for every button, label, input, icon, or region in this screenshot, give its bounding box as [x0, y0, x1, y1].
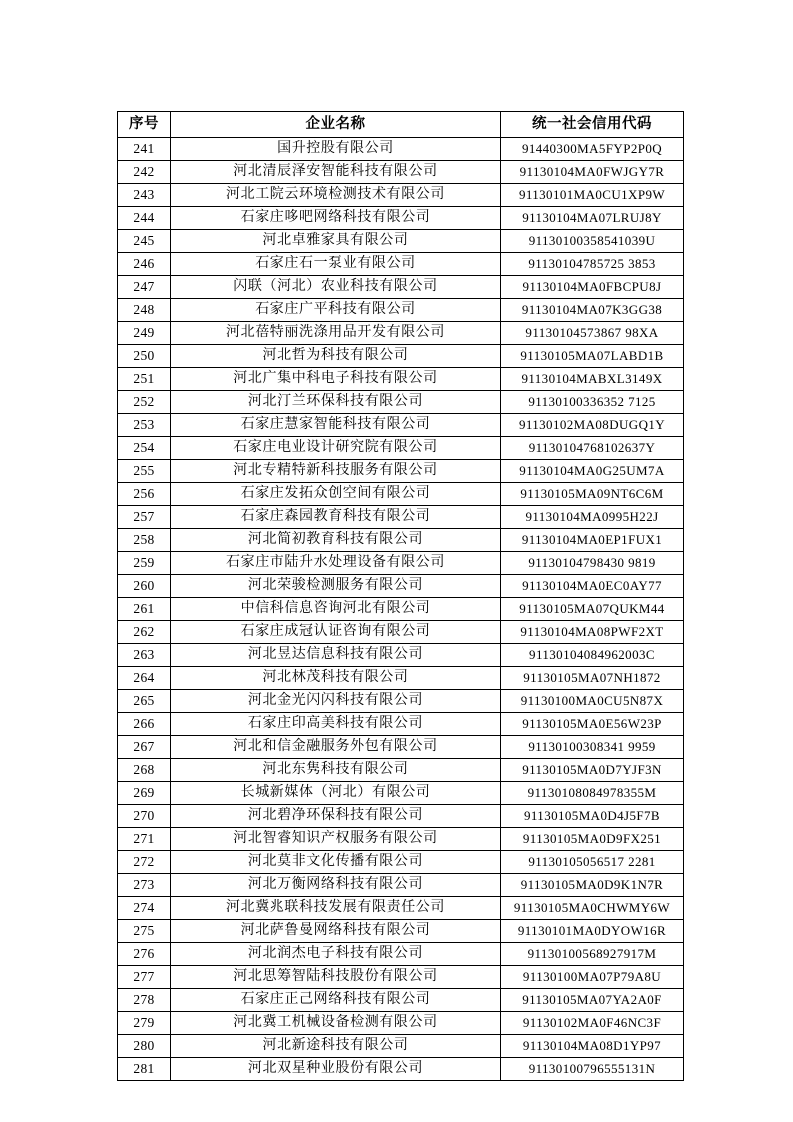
cell-sequence: 249	[118, 322, 171, 345]
cell-unified-social-credit-code: 91130105MA0D9K1N7R	[501, 874, 684, 897]
cell-company-name: 河北工院云环境检测技术有限公司	[171, 184, 501, 207]
cell-unified-social-credit-code: 91130100796555131N	[501, 1058, 684, 1081]
table-row	[118, 1012, 684, 1035]
cell-unified-social-credit-code: 91130104MA0EC0AY77	[501, 575, 684, 598]
table-row	[118, 575, 684, 598]
cell-company-name: 河北哲为科技有限公司	[171, 345, 501, 368]
cell-sequence: 280	[118, 1035, 171, 1058]
cell-unified-social-credit-code: 91130105MA09NT6C6M	[501, 483, 684, 506]
cell-company-name: 石家庄广平科技有限公司	[171, 299, 501, 322]
cell-sequence: 273	[118, 874, 171, 897]
cell-company-name: 石家庄电业设计研究院有限公司	[171, 437, 501, 460]
cell-unified-social-credit-code: 91130104798430 9819	[501, 552, 684, 575]
cell-company-name: 河北智睿知识产权服务有限公司	[171, 828, 501, 851]
cell-company-name: 石家庄慧家智能科技有限公司	[171, 414, 501, 437]
table-row	[118, 483, 684, 506]
cell-unified-social-credit-code: 91130105MA0E56W23P	[501, 713, 684, 736]
table-row	[118, 207, 684, 230]
column-header-sequence: 序号	[118, 112, 171, 138]
table-row	[118, 391, 684, 414]
cell-unified-social-credit-code: 91130104768102637Y	[501, 437, 684, 460]
table-body	[118, 138, 684, 1081]
cell-unified-social-credit-code: 91130101MA0DYOW16R	[501, 920, 684, 943]
cell-company-name: 石家庄发拓众创空间有限公司	[171, 483, 501, 506]
cell-company-name: 河北冀兆联科技发展有限责任公司	[171, 897, 501, 920]
table-header	[118, 112, 684, 138]
cell-unified-social-credit-code: 91130104084962003C	[501, 644, 684, 667]
cell-unified-social-credit-code: 91130104MA0EP1FUX1	[501, 529, 684, 552]
table-row	[118, 782, 684, 805]
table-row	[118, 943, 684, 966]
cell-unified-social-credit-code: 91130101MA0CU1XP9W	[501, 184, 684, 207]
cell-unified-social-credit-code: 91130105MA07YA2A0F	[501, 989, 684, 1012]
cell-sequence: 246	[118, 253, 171, 276]
cell-sequence: 262	[118, 621, 171, 644]
cell-unified-social-credit-code: 91130105MA0CHWMY6W	[501, 897, 684, 920]
cell-sequence: 242	[118, 161, 171, 184]
cell-unified-social-credit-code: 91440300MA5FYP2P0Q	[501, 138, 684, 161]
cell-sequence: 251	[118, 368, 171, 391]
cell-sequence: 271	[118, 828, 171, 851]
cell-unified-social-credit-code: 91130100308341 9959	[501, 736, 684, 759]
cell-company-name: 河北润杰电子科技有限公司	[171, 943, 501, 966]
cell-company-name: 河北清辰泽安智能科技有限公司	[171, 161, 501, 184]
cell-unified-social-credit-code: 91130100568927917M	[501, 943, 684, 966]
cell-company-name: 河北蓓特丽洗涤用品开发有限公司	[171, 322, 501, 345]
table-row	[118, 552, 684, 575]
table-row	[118, 506, 684, 529]
cell-sequence: 250	[118, 345, 171, 368]
column-header-company-name: 企业名称	[171, 112, 501, 138]
cell-unified-social-credit-code: 91130104MA0FWJGY7R	[501, 161, 684, 184]
cell-unified-social-credit-code: 91130105MA07LABD1B	[501, 345, 684, 368]
cell-company-name: 长城新媒体（河北）有限公司	[171, 782, 501, 805]
table-row	[118, 621, 684, 644]
cell-unified-social-credit-code: 91130104MABXL3149X	[501, 368, 684, 391]
table-row	[118, 920, 684, 943]
cell-unified-social-credit-code: 91130104MA0FBCPU8J	[501, 276, 684, 299]
cell-company-name: 河北碧净环保科技有限公司	[171, 805, 501, 828]
cell-sequence: 259	[118, 552, 171, 575]
cell-unified-social-credit-code: 91130108084978355M	[501, 782, 684, 805]
cell-sequence: 267	[118, 736, 171, 759]
cell-sequence: 265	[118, 690, 171, 713]
cell-unified-social-credit-code: 91130102MA0F46NC3F	[501, 1012, 684, 1035]
cell-unified-social-credit-code: 91130105056517 2281	[501, 851, 684, 874]
cell-sequence: 255	[118, 460, 171, 483]
cell-sequence: 279	[118, 1012, 171, 1035]
column-header-unified-social-credit-code: 统一社会信用代码	[501, 112, 684, 138]
cell-company-name: 石家庄市陆升水处理设备有限公司	[171, 552, 501, 575]
cell-unified-social-credit-code: 91130102MA08DUGQ1Y	[501, 414, 684, 437]
cell-sequence: 276	[118, 943, 171, 966]
cell-sequence: 263	[118, 644, 171, 667]
cell-company-name: 国升控股有限公司	[171, 138, 501, 161]
cell-sequence: 243	[118, 184, 171, 207]
cell-company-name: 河北思筹智陆科技股份有限公司	[171, 966, 501, 989]
cell-sequence: 247	[118, 276, 171, 299]
table-row	[118, 184, 684, 207]
cell-sequence: 258	[118, 529, 171, 552]
table-row	[118, 1058, 684, 1081]
cell-sequence: 248	[118, 299, 171, 322]
cell-unified-social-credit-code: 91130104MA08PWF2XT	[501, 621, 684, 644]
company-registry-table-container	[117, 111, 683, 1081]
table-row	[118, 713, 684, 736]
cell-sequence: 254	[118, 437, 171, 460]
cell-company-name: 闪联（河北）农业科技有限公司	[171, 276, 501, 299]
cell-unified-social-credit-code: 91130104785725 3853	[501, 253, 684, 276]
cell-company-name: 石家庄正己网络科技有限公司	[171, 989, 501, 1012]
cell-unified-social-credit-code: 91130100336352 7125	[501, 391, 684, 414]
cell-company-name: 河北冀工机械设备检测有限公司	[171, 1012, 501, 1035]
cell-sequence: 261	[118, 598, 171, 621]
cell-sequence: 272	[118, 851, 171, 874]
table-row	[118, 874, 684, 897]
table-row	[118, 1035, 684, 1058]
cell-company-name: 河北昱达信息科技有限公司	[171, 644, 501, 667]
table-row	[118, 529, 684, 552]
cell-unified-social-credit-code: 91130104MA08D1YP97	[501, 1035, 684, 1058]
table-row	[118, 161, 684, 184]
table-row	[118, 759, 684, 782]
cell-unified-social-credit-code: 91130104MA07LRUJ8Y	[501, 207, 684, 230]
cell-sequence: 253	[118, 414, 171, 437]
cell-sequence: 270	[118, 805, 171, 828]
cell-sequence: 268	[118, 759, 171, 782]
company-registry-table	[117, 111, 684, 1081]
table-row	[118, 805, 684, 828]
cell-company-name: 石家庄森园教育科技有限公司	[171, 506, 501, 529]
cell-company-name: 河北东隽科技有限公司	[171, 759, 501, 782]
cell-company-name: 河北林茂科技有限公司	[171, 667, 501, 690]
table-row	[118, 138, 684, 161]
cell-unified-social-credit-code: 91130104MA0G25UM7A	[501, 460, 684, 483]
cell-sequence: 269	[118, 782, 171, 805]
cell-unified-social-credit-code: 91130104MA0995H22J	[501, 506, 684, 529]
cell-company-name: 河北莫非文化传播有限公司	[171, 851, 501, 874]
table-row	[118, 460, 684, 483]
table-row	[118, 966, 684, 989]
table-row	[118, 667, 684, 690]
cell-unified-social-credit-code: 91130100MA07P79A8U	[501, 966, 684, 989]
table-row	[118, 299, 684, 322]
table-header-row	[118, 112, 684, 138]
cell-sequence: 281	[118, 1058, 171, 1081]
table-row	[118, 414, 684, 437]
cell-company-name: 河北广集中科电子科技有限公司	[171, 368, 501, 391]
table-row	[118, 437, 684, 460]
cell-unified-social-credit-code: 91130105MA07QUKM44	[501, 598, 684, 621]
cell-sequence: 252	[118, 391, 171, 414]
table-row	[118, 690, 684, 713]
cell-company-name: 河北简初教育科技有限公司	[171, 529, 501, 552]
cell-unified-social-credit-code: 91130105MA0D7YJF3N	[501, 759, 684, 782]
cell-company-name: 中信科信息咨询河北有限公司	[171, 598, 501, 621]
cell-sequence: 277	[118, 966, 171, 989]
cell-sequence: 266	[118, 713, 171, 736]
cell-sequence: 274	[118, 897, 171, 920]
cell-unified-social-credit-code: 91130105MA0D4J5F7B	[501, 805, 684, 828]
cell-unified-social-credit-code: 91130104MA07K3GG38	[501, 299, 684, 322]
cell-sequence: 257	[118, 506, 171, 529]
table-row	[118, 897, 684, 920]
cell-company-name: 河北汀兰环保科技有限公司	[171, 391, 501, 414]
cell-unified-social-credit-code: 91130104573867 98XA	[501, 322, 684, 345]
cell-company-name: 石家庄印高美科技有限公司	[171, 713, 501, 736]
cell-company-name: 河北专精特新科技服务有限公司	[171, 460, 501, 483]
cell-unified-social-credit-code: 91130105MA07NH1872	[501, 667, 684, 690]
cell-company-name: 河北卓雅家具有限公司	[171, 230, 501, 253]
cell-sequence: 264	[118, 667, 171, 690]
cell-company-name: 河北新途科技有限公司	[171, 1035, 501, 1058]
table-row	[118, 644, 684, 667]
table-row	[118, 368, 684, 391]
cell-sequence: 275	[118, 920, 171, 943]
table-row	[118, 276, 684, 299]
cell-unified-social-credit-code: 91130100358541039U	[501, 230, 684, 253]
table-row	[118, 345, 684, 368]
cell-sequence: 260	[118, 575, 171, 598]
cell-company-name: 河北双星种业股份有限公司	[171, 1058, 501, 1081]
cell-sequence: 244	[118, 207, 171, 230]
table-row	[118, 736, 684, 759]
cell-company-name: 河北金光闪闪科技有限公司	[171, 690, 501, 713]
table-row	[118, 851, 684, 874]
cell-sequence: 256	[118, 483, 171, 506]
table-row	[118, 230, 684, 253]
cell-company-name: 石家庄成冠认证咨询有限公司	[171, 621, 501, 644]
cell-company-name: 河北万衡网络科技有限公司	[171, 874, 501, 897]
cell-unified-social-credit-code: 91130100MA0CU5N87X	[501, 690, 684, 713]
table-row	[118, 598, 684, 621]
cell-sequence: 245	[118, 230, 171, 253]
cell-company-name: 河北萨鲁曼网络科技有限公司	[171, 920, 501, 943]
table-row	[118, 989, 684, 1012]
cell-sequence: 241	[118, 138, 171, 161]
cell-sequence: 278	[118, 989, 171, 1012]
cell-company-name: 石家庄哆吧网络科技有限公司	[171, 207, 501, 230]
cell-company-name: 河北和信金融服务外包有限公司	[171, 736, 501, 759]
table-row	[118, 322, 684, 345]
cell-company-name: 石家庄石一泵业有限公司	[171, 253, 501, 276]
cell-unified-social-credit-code: 91130105MA0D9FX251	[501, 828, 684, 851]
cell-company-name: 河北荣骏检测服务有限公司	[171, 575, 501, 598]
table-row	[118, 828, 684, 851]
table-row	[118, 253, 684, 276]
